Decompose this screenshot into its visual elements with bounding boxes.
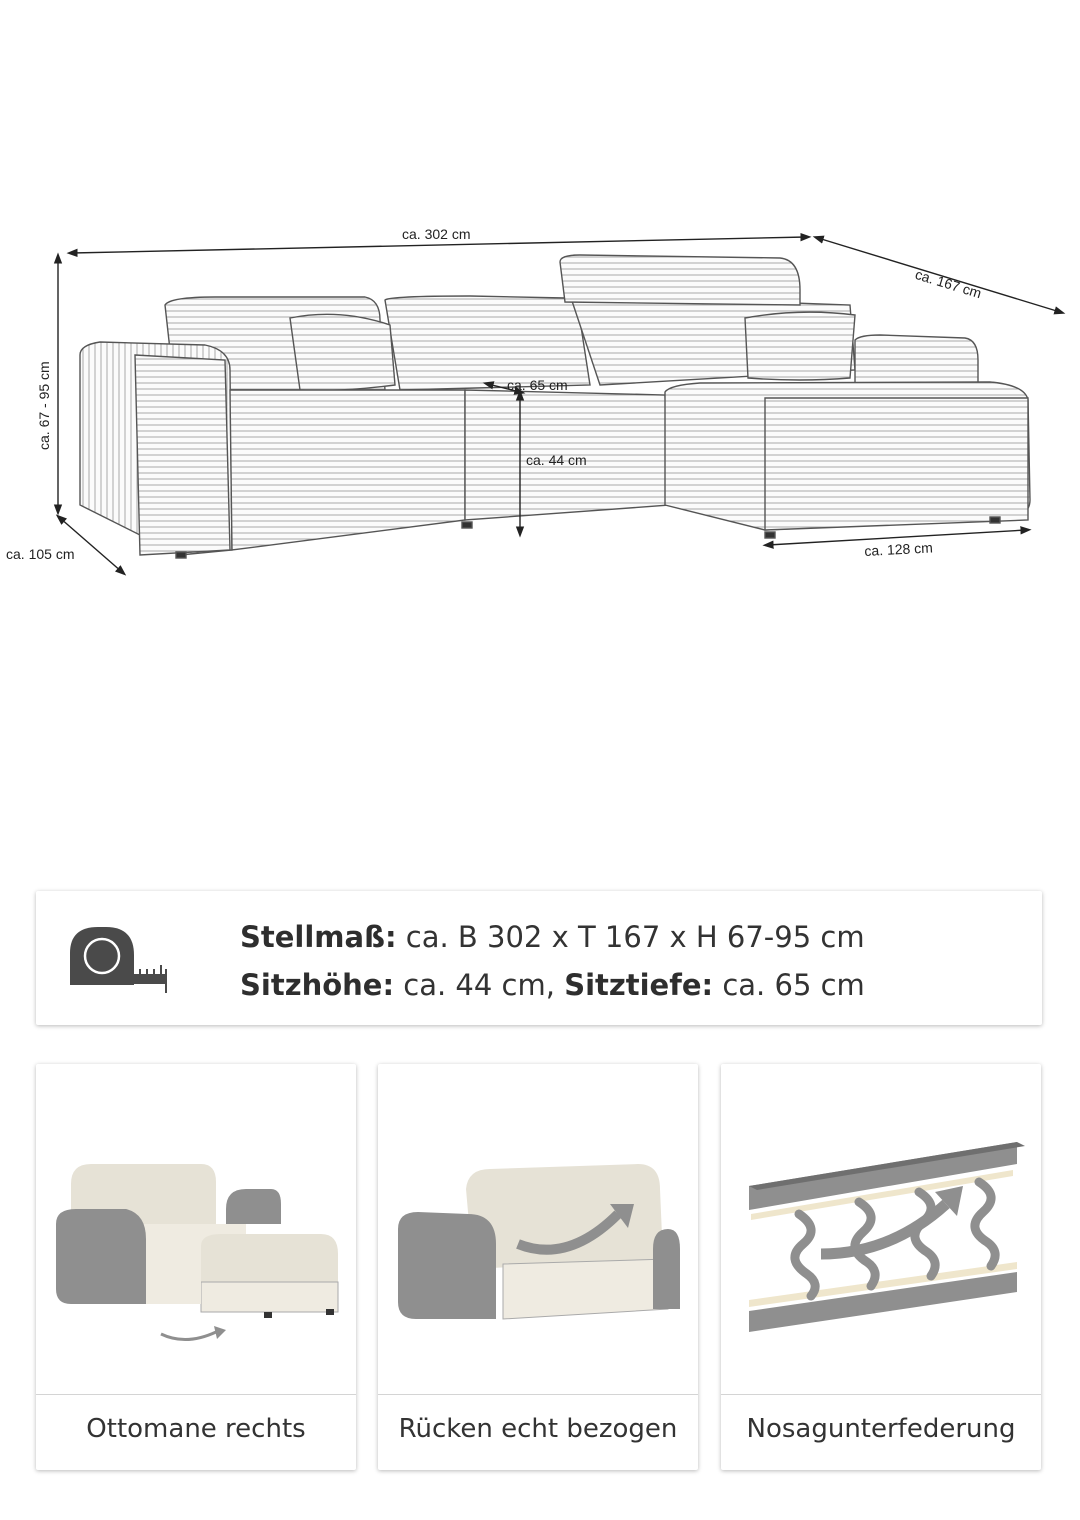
seat-depth-value: ca. 65 cm [713, 968, 865, 1002]
sofa-dimension-drawing [0, 0, 1080, 620]
corner-sofa-sketch [0, 0, 1080, 620]
feature-caption: Nosagunterfederung [746, 1414, 1016, 1444]
seat-depth-dimension-label: ca. 65 cm [507, 377, 568, 393]
feature-card-covered-back [378, 1064, 698, 1470]
depth-dimension-label: ca. 167 cm [913, 266, 984, 302]
seat-depth-label: Sitztiefe: [564, 968, 714, 1002]
height-dimension-label: ca. 67 - 95 cm [36, 361, 52, 450]
seat-dimensions-line [240, 961, 865, 1009]
card-divider [721, 1394, 1041, 1395]
spring-core-icon [721, 1064, 1041, 1394]
tape-measure-icon [66, 923, 176, 993]
seat-height-dimension-label: ca. 44 cm [526, 452, 587, 468]
ottoman-width-dimension-label: ca. 128 cm [864, 539, 934, 559]
feature-card-spring-core [721, 1064, 1041, 1470]
card-divider [36, 1394, 356, 1395]
covered-back-sofa-icon [378, 1064, 698, 1394]
side-depth-dimension-label: ca. 105 cm [6, 546, 75, 562]
overall-dimensions-label: Stellmaß: [240, 920, 397, 954]
spec-text [240, 913, 865, 1009]
seat-height-label: Sitzhöhe: [240, 968, 395, 1002]
ottoman-sofa-icon [36, 1064, 356, 1394]
dimensions-spec-card [36, 891, 1042, 1025]
feature-caption: Ottomane rechts [86, 1414, 306, 1444]
feature-card-ottoman [36, 1064, 356, 1470]
overall-dimensions-line [240, 913, 865, 961]
feature-caption: Rücken echt bezogen [398, 1414, 678, 1444]
card-divider [378, 1394, 698, 1395]
overall-dimensions-value: ca. B 302 x T 167 x H 67-95 cm [396, 920, 865, 954]
seat-height-value: ca. 44 cm, [394, 968, 565, 1002]
width-dimension-label: ca. 302 cm [402, 226, 471, 242]
